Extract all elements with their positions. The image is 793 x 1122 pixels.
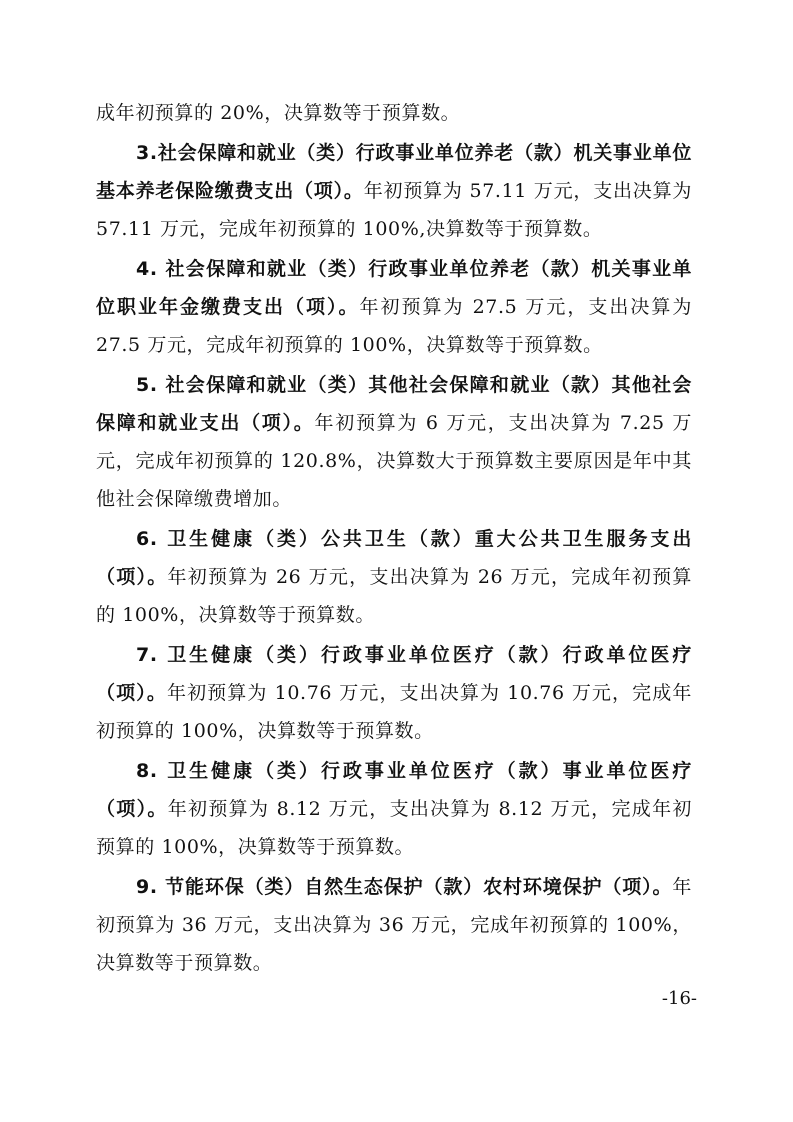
paragraph-1 — [96, 94, 692, 132]
paragraph-2 — [96, 134, 692, 248]
paragraph-heading: 9. 节能环保（类）自然生态保护（款）农村环境保护（项）。 — [136, 876, 673, 898]
paragraph-heading: 8. 卫生健康（类）行政事业单位医疗（款）事业单位医疗（项）。 — [96, 760, 692, 820]
paragraph-text: 年初预算为 6 万元，支出决算为 7.25 万元，完成年初预算的 120.8%，决算数大于预算数主要原因是年中其他社会保障缴费增加。 — [96, 412, 692, 510]
paragraph-heading: 4. 社会保障和就业（类）行政事业单位养老（款）机关事业单位职业年金缴费支出（项）。 — [96, 258, 692, 318]
paragraph-heading: 6. 卫生健康（类）公共卫生（款）重大公共卫生服务支出（项）。 — [96, 528, 692, 588]
paragraph-4 — [96, 366, 692, 518]
paragraph-5 — [96, 520, 692, 634]
paragraph-text: 年初预算为 8.12 万元，支出决算为 8.12 万元，完成年初预算的 100%，决算数等于预算数。 — [96, 798, 692, 858]
paragraph-text: 年初预算为 36 万元，支出决算为 36 万元，完成年初预算的 100%，决算数等于预算数。 — [96, 876, 692, 974]
document-body — [96, 94, 692, 984]
paragraph-6 — [96, 636, 692, 750]
paragraph-7 — [96, 752, 692, 866]
paragraph-text: 年初预算为 27.5 万元，支出决算为 27.5 万元，完成年初预算的 100%，决算数等于预算数。 — [96, 296, 692, 356]
paragraph-3 — [96, 250, 692, 364]
paragraph-heading: 5. 社会保障和就业（类）其他社会保障和就业（款）其他社会保障和就业支出（项）。 — [96, 374, 692, 434]
paragraph-text: 年初预算为 10.76 万元，支出决算为 10.76 万元，完成年初预算的 100%，决算数等于预算数。 — [96, 682, 692, 742]
paragraph-heading: 7. 卫生健康（类）行政事业单位医疗（款）行政单位医疗（项）。 — [96, 644, 692, 704]
page-number: -16- — [661, 988, 697, 1009]
paragraph-text: 成年初预算的 20%，决算数等于预算数。 — [96, 102, 461, 124]
paragraph-heading: 3.社会保障和就业（类）行政事业单位养老（款）机关事业单位基本养老保险缴费支出（项）。 — [96, 142, 692, 202]
paragraph-text: 年初预算为 57.11 万元，支出决算为 57.11 万元，完成年初预算的 100%,决算数等于预算数。 — [96, 180, 692, 240]
paragraph-8 — [96, 868, 692, 982]
paragraph-text: 年初预算为 26 万元，支出决算为 26 万元，完成年初预算的 100%，决算数等于预算数。 — [96, 566, 692, 626]
